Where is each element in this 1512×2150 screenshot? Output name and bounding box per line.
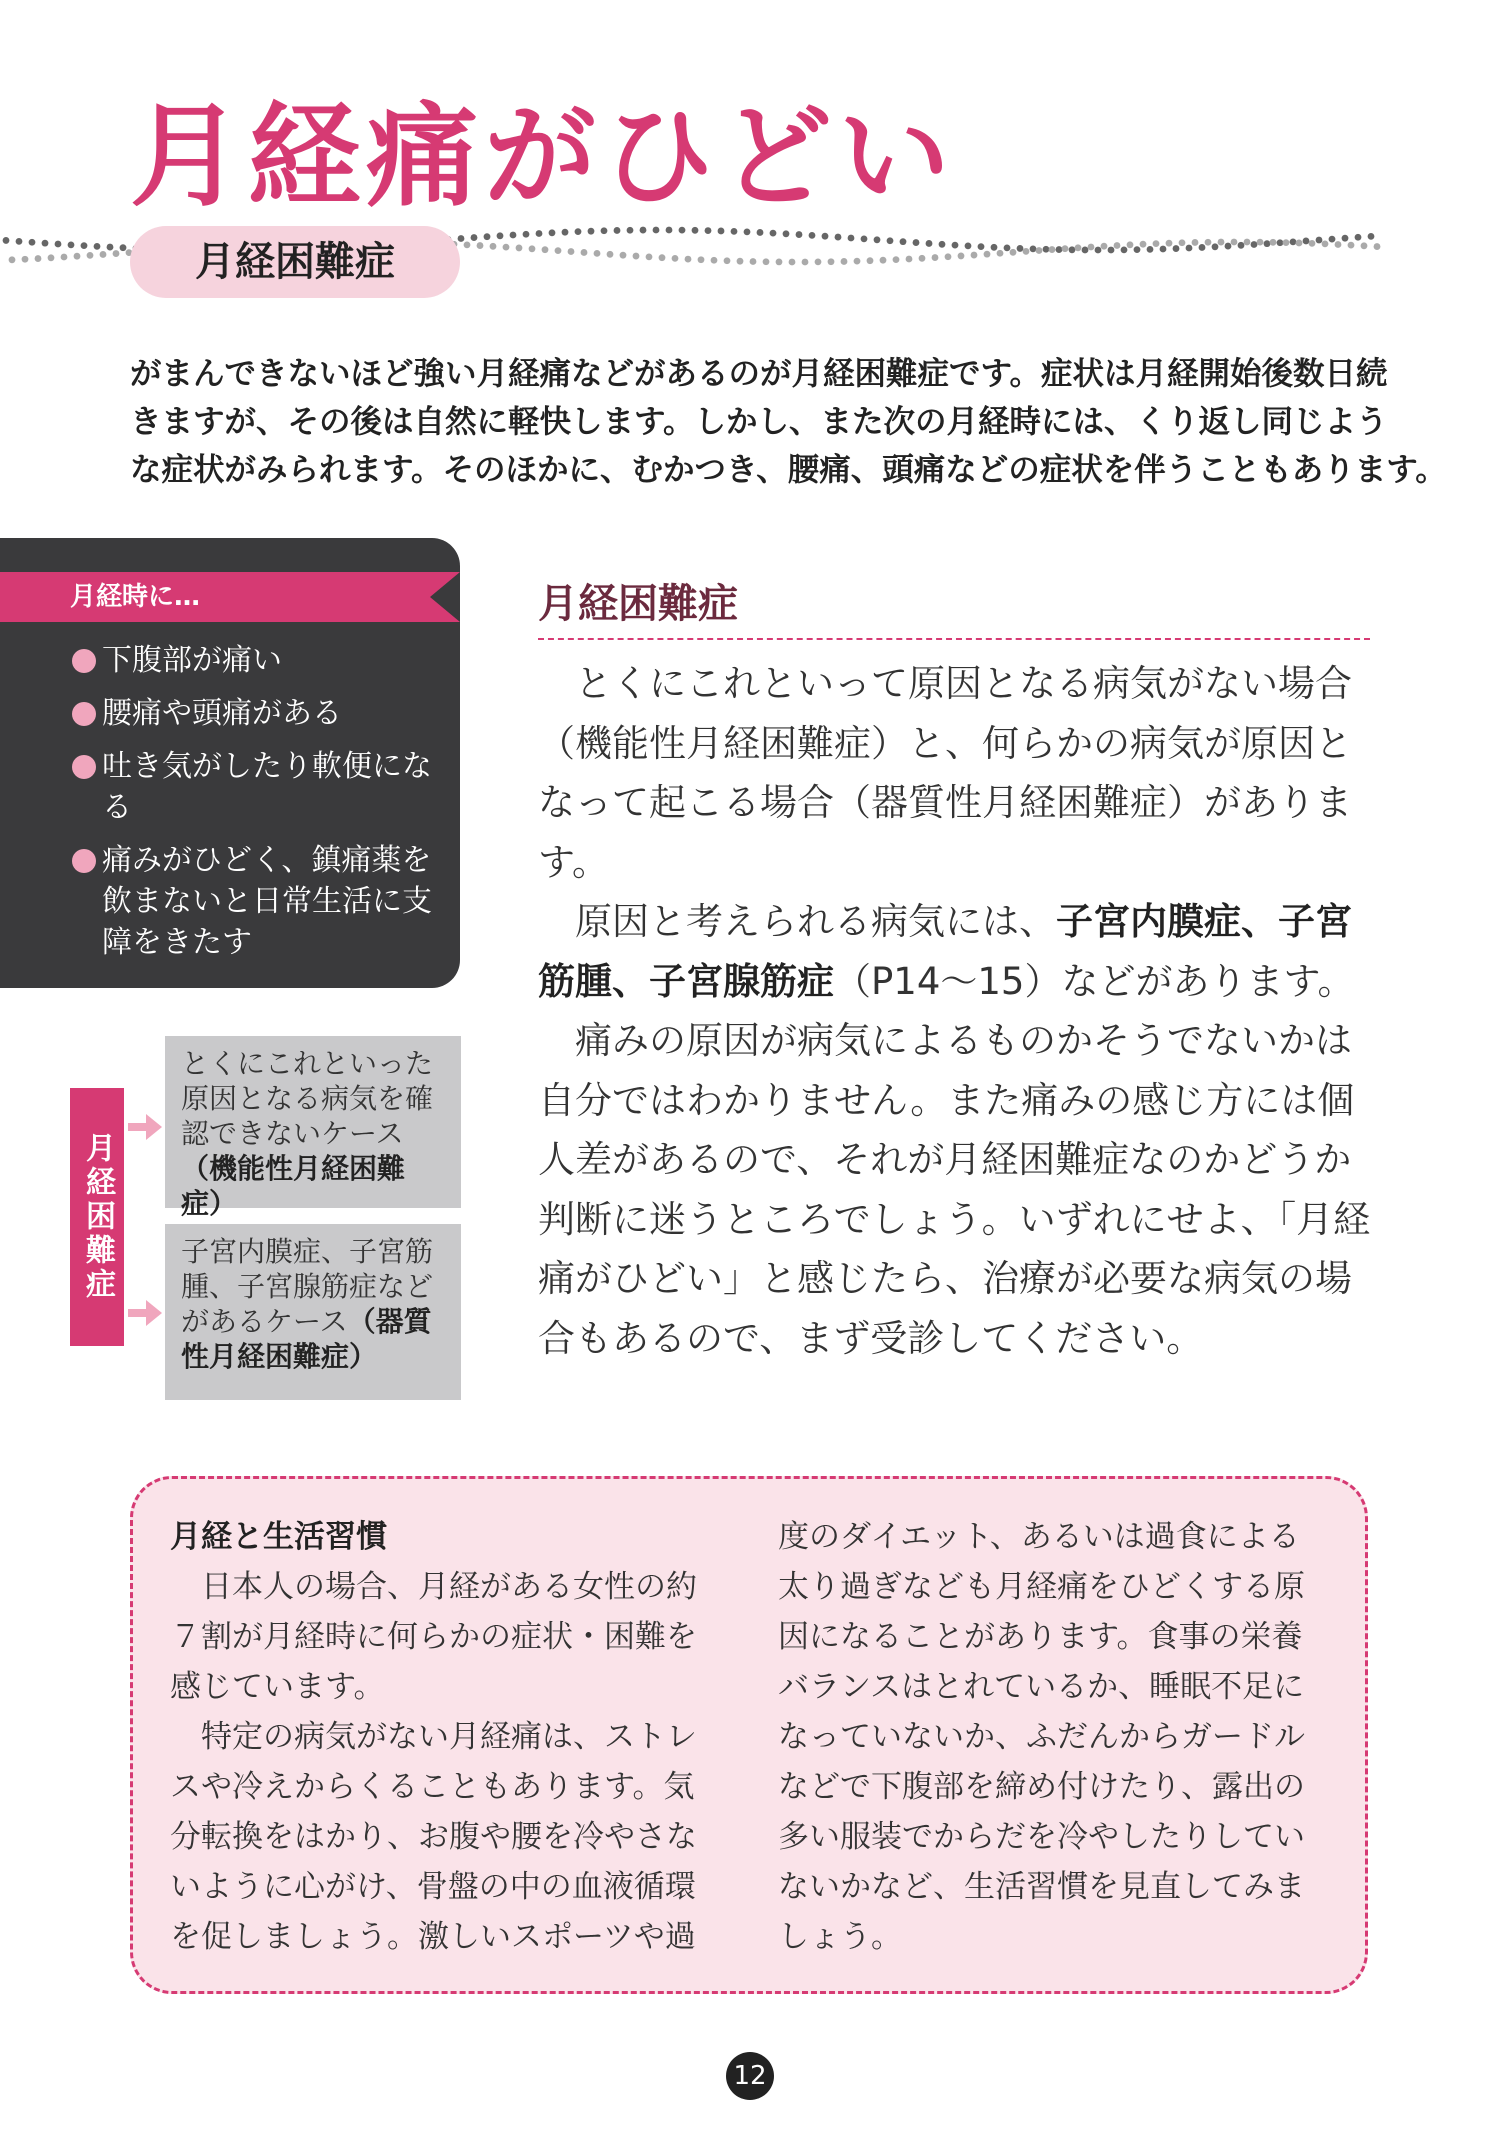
intro-paragraph <box>130 350 1447 494</box>
lifestyle-line: しょう。 <box>778 1919 902 1955</box>
divider-dot <box>1134 246 1141 253</box>
divider-dot <box>770 230 777 237</box>
lifestyle-line: スや冷えからくることもあります。気 <box>170 1769 695 1805</box>
divider-dot <box>867 257 874 264</box>
divider-dot <box>1043 246 1050 253</box>
divider-dot <box>113 250 120 257</box>
divider-dot <box>35 255 42 262</box>
divider-dot <box>61 254 68 261</box>
body-line <box>538 892 1378 952</box>
divider-dot <box>48 254 55 261</box>
body-line: （機能性月経困難症）と、何らかの病気が原因と <box>538 721 1352 765</box>
lifestyle-line: なっていないか、ふだんからガードル <box>778 1719 1305 1755</box>
lifestyle-line: 太り過ぎなども月経痛をひどくする原 <box>778 1569 1305 1605</box>
lifestyle-line: を促しましょう。激しいスポーツや過 <box>170 1919 696 1955</box>
divider-dot <box>1374 243 1381 250</box>
divider-dot <box>1023 248 1030 255</box>
divider-dot <box>919 255 926 262</box>
divider-dot <box>757 229 764 236</box>
lifestyle-line: ないかなど、生活習慣を見直してみま <box>778 1869 1305 1905</box>
symptom-text: 腰痛や頭痛がある <box>102 696 342 731</box>
page-subtitle: 月経困難症 <box>195 239 395 285</box>
page-title: 月経痛がひどい <box>130 92 956 222</box>
divider-dot <box>861 235 868 242</box>
divider-dot <box>1225 243 1232 250</box>
divider-dot <box>926 240 933 247</box>
divider-dot <box>74 253 81 260</box>
divider-dot <box>1088 244 1095 251</box>
lifestyle-line: ７割が月経時に何らかの症状・困難を <box>170 1619 697 1655</box>
divider-dot <box>1121 246 1128 253</box>
divider-dot <box>913 239 920 246</box>
divider-dot <box>1101 243 1108 250</box>
divider-dot <box>640 227 647 234</box>
divider-dot <box>1179 239 1186 246</box>
body-line: とくにこれといって原因となる病気がない場合 <box>538 662 1352 705</box>
divider-dot <box>991 244 998 251</box>
divider-dot <box>711 257 718 264</box>
divider-dot <box>1296 240 1303 247</box>
divider-dot <box>1244 239 1251 246</box>
section-heading: 月経困難症 <box>538 581 738 627</box>
divider-dot <box>783 230 790 237</box>
divider-dot <box>575 228 582 235</box>
divider-dot <box>29 239 36 246</box>
divider-dot <box>16 238 23 245</box>
divider-dot <box>874 236 881 243</box>
divider-dot <box>1153 240 1160 247</box>
divider-dot <box>1004 244 1011 251</box>
divider-dot <box>1322 240 1329 247</box>
divider-dot <box>1082 247 1089 254</box>
symptom-text: 吐き気がしたり軟便になる <box>102 749 432 825</box>
divider-dot <box>731 228 738 235</box>
divider-dot <box>906 256 913 263</box>
divider-dot <box>802 259 809 266</box>
case-term: （機能性月経困難症） <box>181 1152 406 1220</box>
divider-dot <box>1218 239 1225 246</box>
divider-dot <box>744 228 751 235</box>
symptom-text: 痛みがひどく、鎮痛薬を飲まないと日常生活に支障をきたす <box>102 843 432 960</box>
divider-dot <box>1212 243 1219 250</box>
divider-dot <box>100 251 107 258</box>
body-line: 痛みの原因が病気によるものかそうでないかは <box>538 1019 1352 1062</box>
symptom-ribbon <box>0 572 460 622</box>
divider-dot <box>796 231 803 238</box>
divider-dot <box>1095 247 1102 254</box>
intro-line: がまんできないほど強い月経痛などがあるのが月経困難症です。症状は月経開始後数日続 <box>130 356 1388 392</box>
divider-dot <box>627 227 634 234</box>
divider-dot <box>1186 245 1193 252</box>
divider-dot <box>94 243 101 250</box>
divider-dot <box>1238 242 1245 249</box>
body-line: 判断に迷うところでしょう。いずれにせよ、「月経 <box>538 1197 1371 1241</box>
divider-dot <box>1329 236 1336 243</box>
divider-dot <box>1192 239 1199 246</box>
symptom-text: 下腹部が痛い <box>102 643 282 678</box>
body-line: 人差があるので、それが月経困難症なのかどうか <box>538 1138 1352 1181</box>
body-line: 合もあるので、まず受診してください。 <box>538 1316 1204 1360</box>
lifestyle-column-right <box>778 1512 1338 1962</box>
main-body <box>538 654 1378 1368</box>
divider-dot <box>705 227 712 234</box>
divider-dot <box>1205 239 1212 246</box>
divider-dot <box>1277 239 1284 246</box>
divider-dot <box>789 259 796 266</box>
divider-dot <box>1069 246 1076 253</box>
divider-dot <box>68 241 75 248</box>
classification-label: 月経困難症 <box>80 1132 115 1302</box>
divider-dot <box>1342 235 1349 242</box>
divider-dot <box>776 259 783 266</box>
divider-dot <box>971 252 978 259</box>
divider-dot <box>958 253 965 260</box>
body-line: 痛がひどい」と感じたら、治療が必要な病気の場 <box>538 1257 1352 1300</box>
divider-dot <box>542 246 549 253</box>
divider-dot <box>1140 241 1147 248</box>
divider-dot <box>997 250 1004 257</box>
divider-dot <box>1108 247 1115 254</box>
divider-dot <box>880 257 887 264</box>
divider-dot <box>646 253 653 260</box>
divider-dot <box>1348 242 1355 249</box>
divider-dot <box>555 247 562 254</box>
divider-dot <box>620 252 627 259</box>
intro-line: きますが、その後は自然に軽快します。しかし、また次の月経時には、くり返し同じよう <box>130 404 1388 440</box>
divider-dot <box>601 227 608 234</box>
lifestyle-title: 月経と生活習慣 <box>170 1519 387 1555</box>
divider-dot <box>1114 242 1121 249</box>
lifestyle-line: 多い服装でからだを冷やしたりしてい <box>778 1819 1305 1855</box>
divider-dot <box>471 234 478 241</box>
page-number: 12 <box>726 2052 774 2100</box>
divider-dot <box>1368 233 1375 240</box>
divider-dot <box>1062 245 1069 252</box>
symptom-item <box>72 746 442 828</box>
divider-dot <box>1231 239 1238 246</box>
divider-dot <box>1303 238 1310 245</box>
divider-dot <box>120 244 127 251</box>
divider-dot <box>718 228 725 235</box>
divider-dot <box>932 254 939 261</box>
divider-dot <box>750 258 757 265</box>
arrow-right-icon <box>128 1112 164 1142</box>
divider-dot <box>887 237 894 244</box>
divider-dot <box>900 238 907 245</box>
heading-divider <box>538 638 1370 640</box>
divider-dot <box>9 256 16 263</box>
divider-dot <box>1309 240 1316 247</box>
divider-dot <box>607 251 614 258</box>
divider-dot <box>510 232 517 239</box>
divider-dot <box>1257 239 1264 246</box>
divider-dot <box>1036 247 1043 254</box>
body-line <box>538 952 1378 1012</box>
divider-dot <box>1049 246 1056 253</box>
divider-dot <box>679 227 686 234</box>
disease-term: 子宮内膜症、子宮 <box>1056 900 1352 943</box>
divider-dot <box>659 254 666 261</box>
lifestyle-line: 特定の病気がない月経痛は、ストレ <box>170 1719 697 1755</box>
divider-dot <box>685 256 692 263</box>
body-text: 原因と考えられる病気には、 <box>538 900 1056 943</box>
divider-dot <box>594 250 601 257</box>
divider-dot <box>841 258 848 265</box>
divider-dot <box>581 249 588 256</box>
symptom-heading: 月経時に… <box>70 582 201 612</box>
bullet-icon <box>72 649 96 673</box>
divider-dot <box>87 252 94 259</box>
divider-dot <box>945 253 952 260</box>
divider-dot <box>1127 241 1134 248</box>
divider-dot <box>81 242 88 249</box>
symptom-item <box>72 693 442 734</box>
case-text: 子宮内膜症、子宮筋腫、子宮腺筋症などがあるケース <box>181 1235 434 1338</box>
body-line: す。 <box>538 840 610 884</box>
case-functional <box>165 1036 461 1220</box>
body-text: （P14～15）などがあります。 <box>834 959 1355 1003</box>
divider-dot <box>1075 244 1082 251</box>
lifestyle-line: 分転換をはかり、お腹や腰を冷やさな <box>170 1819 697 1855</box>
case-term: （器質性月経困難症） <box>181 1305 432 1373</box>
divider-dot <box>692 227 699 234</box>
disease-term: 筋腫、子宮腺筋症 <box>538 959 834 1003</box>
case-text: とくにこれといった原因となる病気を確認できないケース <box>181 1047 434 1150</box>
lifestyle-column-left <box>170 1512 730 1962</box>
case-organic <box>165 1224 461 1400</box>
divider-dot <box>1361 242 1368 249</box>
divider-dot <box>1173 245 1180 252</box>
divider-dot <box>939 241 946 248</box>
divider-dot <box>523 231 530 238</box>
body-line: 自分ではわかりません。また痛みの感じ方には個 <box>538 1078 1355 1122</box>
divider-dot <box>22 256 29 263</box>
divider-dot <box>42 240 49 247</box>
divider-dot <box>815 258 822 265</box>
divider-dot <box>1160 246 1167 253</box>
divider-dot <box>893 256 900 263</box>
intro-line: な症状がみられます。そのほかに、むかつき、腰痛、頭痛などの症状を伴うこともあります。 <box>130 452 1447 488</box>
divider-dot <box>835 234 842 241</box>
divider-dot <box>464 241 471 248</box>
divider-dot <box>1264 240 1271 247</box>
lifestyle-line: 感じています。 <box>170 1669 385 1705</box>
lifestyle-line: などで下腹部を締め付けたり、露出の <box>778 1769 1305 1805</box>
lifestyle-line: 因になることがあります。食事の栄養 <box>778 1619 1303 1655</box>
divider-dot <box>529 245 536 252</box>
divider-dot <box>1030 245 1037 252</box>
divider-dot <box>497 232 504 239</box>
divider-dot <box>107 244 114 251</box>
divider-dot <box>828 258 835 265</box>
divider-dot <box>568 248 575 255</box>
divider-dot <box>477 242 484 249</box>
divider-dot <box>490 243 497 250</box>
bullet-icon <box>72 702 96 726</box>
lifestyle-line: バランスはとれているか、睡眠不足に <box>778 1669 1305 1705</box>
divider-dot <box>737 258 744 265</box>
divider-dot <box>1056 246 1063 253</box>
divider-dot <box>965 243 972 250</box>
divider-dot <box>822 233 829 240</box>
divider-dot <box>1147 246 1154 253</box>
arrow-right-icon <box>128 1298 164 1328</box>
lifestyle-line: 日本人の場合、月経がある女性の約 <box>170 1569 697 1605</box>
divider-dot <box>724 257 731 264</box>
divider-dot <box>763 258 770 265</box>
divider-dot <box>614 227 621 234</box>
divider-dot <box>984 251 991 258</box>
symptom-item <box>72 640 442 681</box>
divider-dot <box>1270 239 1277 246</box>
divider-dot <box>978 243 985 250</box>
divider-dot <box>503 244 510 251</box>
divider-dot <box>672 255 679 262</box>
divider-dot <box>854 258 861 265</box>
divider-dot <box>633 253 640 260</box>
symptom-list <box>72 640 442 975</box>
divider-dot <box>484 233 491 240</box>
divider-dot <box>848 235 855 242</box>
divider-dot <box>1316 237 1323 244</box>
divider-dot <box>1010 249 1017 256</box>
divider-dot <box>55 241 62 248</box>
divider-dot <box>1283 239 1290 246</box>
divider-dot <box>1335 241 1342 248</box>
bullet-icon <box>72 849 96 873</box>
lifestyle-line: いように心がけ、骨盤の中の血液循環 <box>170 1869 696 1905</box>
divider-dot <box>1251 241 1258 248</box>
divider-dot <box>516 245 523 252</box>
bullet-icon <box>72 755 96 779</box>
body-line: なって起こる場合（器質性月経困難症）がありま <box>538 781 1352 824</box>
divider-dot <box>3 237 10 244</box>
divider-dot <box>562 229 569 236</box>
lifestyle-line: 度のダイエット、あるいは過食による <box>778 1519 1300 1555</box>
divider-dot <box>666 227 673 234</box>
divider-dot <box>952 242 959 249</box>
divider-dot <box>549 229 556 236</box>
divider-dot <box>536 230 543 237</box>
divider-dot <box>1355 234 1362 241</box>
divider-dot <box>1199 244 1206 251</box>
divider-dot <box>1290 238 1297 245</box>
divider-dot <box>653 227 660 234</box>
symptom-item <box>72 840 442 963</box>
divider-dot <box>1017 245 1024 252</box>
divider-dot <box>698 256 705 263</box>
divider-dot <box>1166 240 1173 247</box>
divider-dot <box>588 228 595 235</box>
divider-dot <box>809 232 816 239</box>
